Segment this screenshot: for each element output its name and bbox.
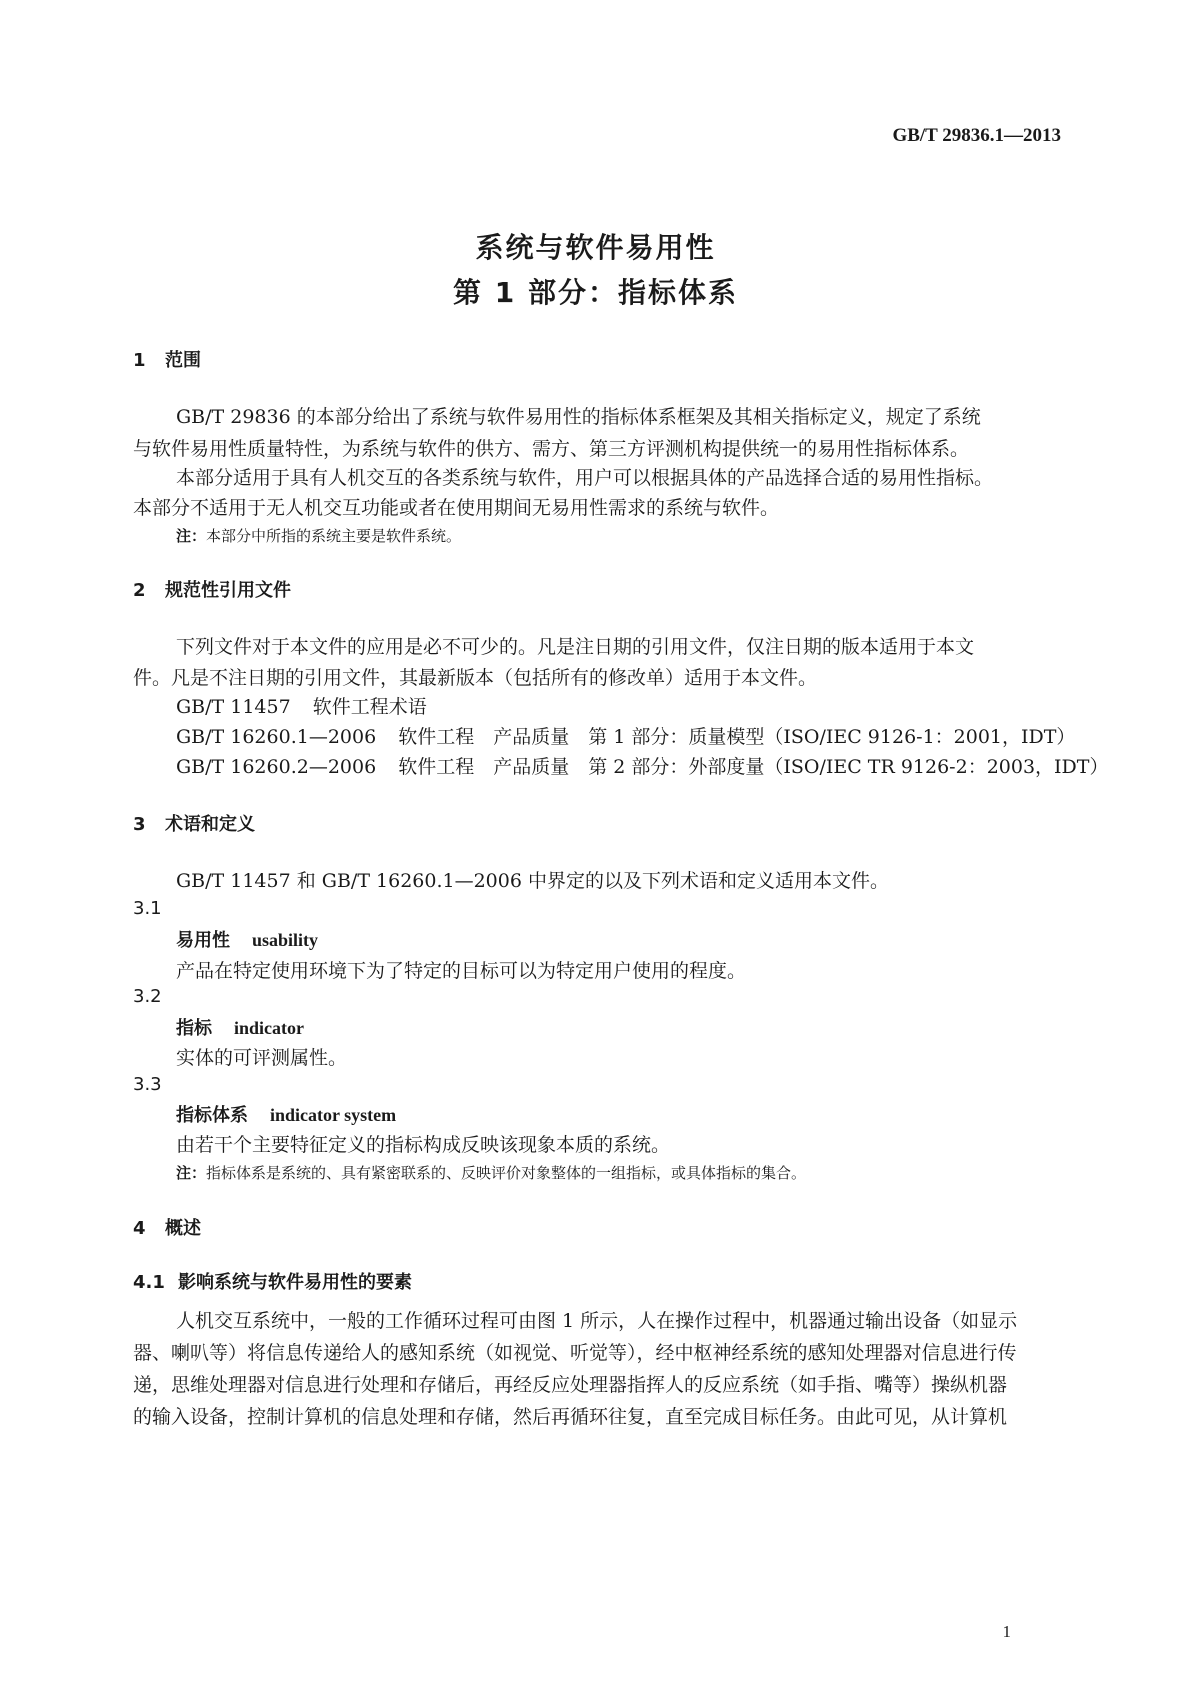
reference-item: GB/T 16260.1—2006 软件工程 产品质量 第 1 部分：质量模型（ISO/IEC 9126-1：2001，IDT） — [176, 726, 1076, 748]
term-definition: 由若干个主要特征定义的指标构成反映该现象本质的系统。 — [176, 1134, 671, 1156]
section-heading: 1 范围 — [133, 350, 201, 371]
paragraph-line: 本部分不适用于无人机交互功能或者在使用期间无易用性需求的系统与软件。 — [133, 497, 780, 519]
document-subtitle: 第 1 部分：指标体系 — [453, 276, 738, 309]
term-number: 3.1 — [133, 898, 162, 919]
term-heading: 易用性 usability — [176, 930, 319, 951]
term-definition: 实体的可评测属性。 — [176, 1047, 348, 1069]
note: 注：本部分中所指的系统主要是软件系统。 — [176, 527, 462, 545]
paragraph-line: 器、喇叭等）将信息传递给人的感知系统（如视觉、听觉等），经中枢神经系统的感知处理器对信息进行传 — [133, 1342, 1017, 1364]
term-number: 3.2 — [133, 986, 162, 1007]
page-number: 1 — [1002, 1622, 1011, 1641]
subsection-heading: 4.1 影响系统与软件易用性的要素 — [133, 1272, 412, 1293]
document-title: 系统与软件易用性 — [475, 231, 716, 264]
document-id: GB/T 29836.1—2013 — [892, 125, 1061, 146]
paragraph-line: GB/T 29836 的本部分给出了系统与软件易用性的指标体系框架及其相关指标定义，规定了系统 — [176, 406, 981, 428]
note: 注：指标体系是系统的、具有紧密联系的、反映评价对象整体的一组指标，或具体指标的集合。 — [176, 1164, 807, 1182]
paragraph-line: 下列文件对于本文件的应用是必不可少的。凡是注日期的引用文件，仅注日期的版本适用于本文 — [176, 636, 975, 658]
paragraph-line: 的输入设备，控制计算机的信息处理和存储，然后再循环往复，直至完成目标任务。由此可见，从计算机 — [133, 1406, 1008, 1428]
paragraph-line: GB/T 11457 和 GB/T 16260.1—2006 中界定的以及下列术语和定义适用本文件。 — [176, 870, 889, 892]
term-heading: 指标 indicator — [176, 1018, 304, 1039]
reference-item: GB/T 16260.2—2006 软件工程 产品质量 第 2 部分：外部度量（ISO/IEC TR 9126-2：2003，IDT） — [176, 756, 1109, 778]
reference-item: GB/T 11457 软件工程术语 — [176, 696, 427, 718]
paragraph-line: 件。凡是不注日期的引用文件，其最新版本（包括所有的修改单）适用于本文件。 — [133, 667, 818, 689]
section-heading: 4 概述 — [133, 1218, 201, 1239]
section-heading: 2 规范性引用文件 — [133, 580, 291, 601]
paragraph-line: 递，思维处理器对信息进行处理和存储后，再经反应处理器指挥人的反应系统（如手指、嘴等）操纵机器 — [133, 1374, 1008, 1396]
paragraph-line: 本部分适用于具有人机交互的各类系统与软件，用户可以根据具体的产品选择合适的易用性指标。 — [176, 467, 994, 489]
term-number: 3.3 — [133, 1074, 162, 1095]
paragraph-line: 人机交互系统中，一般的工作循环过程可由图 1 所示，人在操作过程中，机器通过输出设备（如显示 — [176, 1310, 1018, 1332]
term-definition: 产品在特定使用环境下为了特定的目标可以为特定用户使用的程度。 — [176, 960, 747, 982]
term-heading: 指标体系 indicator system — [176, 1105, 397, 1126]
section-heading: 3 术语和定义 — [133, 814, 255, 835]
paragraph-line: 与软件易用性质量特性，为系统与软件的供方、需方、第三方评测机构提供统一的易用性指标体系。 — [133, 438, 970, 460]
